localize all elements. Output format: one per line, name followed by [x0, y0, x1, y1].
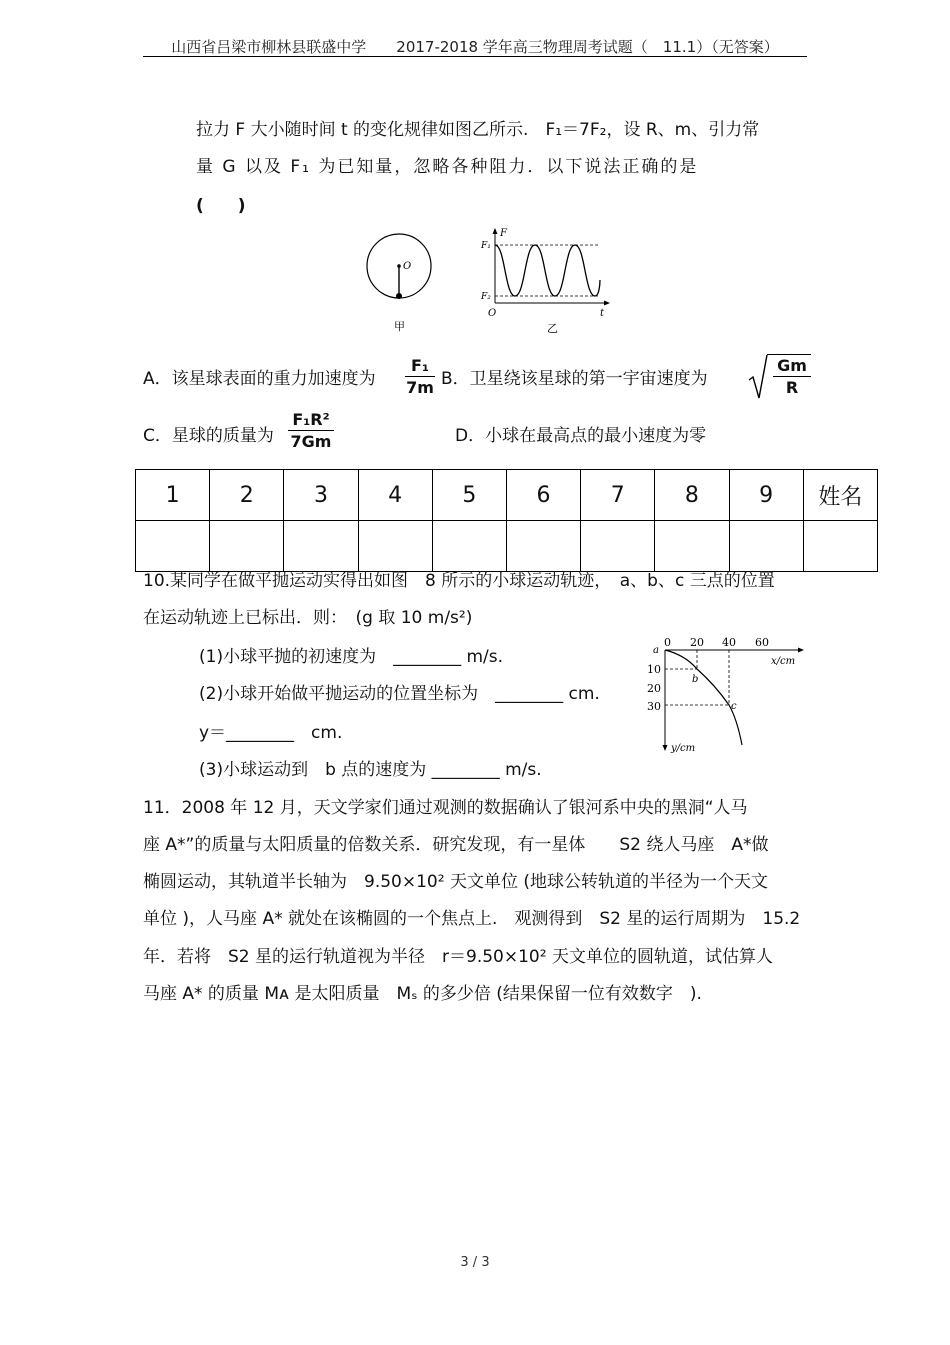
answer-cell-3[interactable] — [284, 521, 358, 572]
answer-cell-1[interactable] — [136, 521, 210, 572]
trajectory-curve — [665, 650, 742, 745]
q10-sub2b: y＝________ cm. — [199, 723, 343, 743]
answer-cell-7[interactable] — [581, 521, 655, 572]
q11-line1: 11．2008 年 12 月，天文学家们通过观测的数据确认了银河系中央的黑洞“人马 — [143, 798, 748, 818]
q10-sub1: (1)小球平抛的初速度为 ________ m/s. — [199, 647, 504, 667]
option-c-num: F₁R² — [292, 410, 330, 429]
t-axis-arrow — [604, 301, 610, 306]
answer-header-5: 5 — [432, 470, 506, 521]
answer-header-3: 3 — [284, 470, 358, 521]
q9-line2: 量 G 以及 F₁ 为已知量，忽略各种阻力．以下说法正确的是 — [196, 157, 699, 177]
q9-line1: 拉力 F 大小随时间 t 的变化规律如图乙所示. F₁＝7F₂，设 R、m、引力常 — [196, 120, 760, 140]
center-point — [397, 264, 401, 268]
y-tick-20: 20 — [647, 682, 661, 695]
option-c-fraction — [288, 410, 334, 451]
option-a: A．该星球表面的重力加速度为 — [143, 369, 376, 389]
answer-header-7: 7 — [581, 470, 655, 521]
fraction-bar — [773, 376, 811, 377]
q10-line1: 10.某同学在做平抛运动实得出如图 8 所示的小球运动轨迹， a、b、c 三点的位置 — [143, 571, 775, 591]
x-tick-60: 60 — [755, 637, 769, 649]
answer-header-4: 4 — [358, 470, 432, 521]
answer-header-name: 姓名 — [803, 470, 877, 521]
q10-sub2: (2)小球开始做平抛运动的位置坐标为 ________ cm. — [199, 684, 600, 704]
answer-table-input-row — [136, 521, 878, 572]
answer-cell-8[interactable] — [655, 521, 729, 572]
trajectory-graph — [640, 637, 810, 757]
answer-cell-4[interactable] — [358, 521, 432, 572]
answer-table — [135, 469, 878, 572]
answer-header-1: 1 — [136, 470, 210, 521]
ball — [396, 293, 402, 299]
q11-line5: 年．若将 S2 星的运行轨道视为半径 r＝9.50×10² 天文单位的圆轨道，试估算人 — [143, 947, 773, 967]
answer-header-8: 8 — [655, 470, 729, 521]
option-b-den: R — [785, 378, 799, 397]
q10-line2: 在运动轨迹上已标出．则： (g 取 10 m/s²) — [143, 608, 473, 628]
option-d: D．小球在最高点的最小速度为零 — [455, 426, 707, 446]
q11-line6: 马座 A* 的质量 Mᴀ 是太阳质量 Mₛ 的多少倍 (结果保留一位有效数字 ). — [143, 984, 702, 1004]
y-axis-arrow — [663, 745, 668, 751]
answer-cell-5[interactable] — [432, 521, 506, 572]
x-axis-label: x/cm — [771, 656, 796, 667]
x-tick-20: 20 — [690, 637, 704, 649]
answer-cell-2[interactable] — [210, 521, 284, 572]
answer-header-6: 6 — [506, 470, 580, 521]
q9-line3: ( ) — [196, 196, 246, 216]
header-divider — [143, 56, 807, 57]
answer-header-9: 9 — [729, 470, 803, 521]
x-axis-arrow — [798, 648, 804, 653]
x-tick-0: 0 — [664, 637, 671, 649]
y-tick-30: 30 — [647, 700, 661, 713]
answer-cell-9[interactable] — [729, 521, 803, 572]
page-header: 山西省吕梁市柳林县联盛中学 2017-2018 学年高三物理周考试题（ 11.1）（无答案） — [171, 38, 779, 56]
point-a-label: a — [653, 645, 659, 656]
label-f1: F₁ — [481, 241, 491, 251]
page-number: 3 / 3 — [460, 1255, 490, 1270]
f-axis-arrow — [493, 228, 498, 234]
figure-yi — [475, 225, 615, 337]
option-c-den: 7Gm — [290, 432, 332, 451]
x-tick-40: 40 — [722, 637, 736, 649]
caption-yi: 乙 — [547, 322, 558, 335]
label-o2: O — [488, 308, 497, 319]
answer-table-header-row — [136, 470, 878, 521]
q10-sub3: (3)小球运动到 b 点的速度为 ________ m/s. — [199, 760, 542, 780]
option-b-num: Gm — [777, 356, 807, 375]
q11-line4: 单位 )，人马座 A* 就处在该椭圆的一个焦点上. 观测得到 S2 星的运行周期为 15.2 — [143, 909, 801, 929]
q11-line2: 座 A*”的质量与太阳质量的倍数关系．研究发现，有一星体 S2 绕人马座 A*做 — [143, 835, 769, 855]
force-wave — [495, 245, 600, 296]
label-o: O — [403, 261, 412, 272]
option-a-num: F₁ — [411, 356, 429, 375]
caption-jia: 甲 — [394, 320, 405, 333]
label-f: F — [500, 228, 507, 239]
label-t: t — [600, 308, 605, 319]
sqrt-overbar — [767, 354, 811, 355]
y-tick-10: 10 — [647, 663, 661, 676]
option-a-fraction — [405, 356, 435, 397]
answer-cell-6[interactable] — [506, 521, 580, 572]
fraction-bar — [288, 430, 334, 431]
figure-jia — [360, 232, 440, 337]
answer-header-2: 2 — [210, 470, 284, 521]
option-c: C．星球的质量为 — [143, 426, 274, 446]
option-b: B．卫星绕该星球的第一宇宙速度为 — [441, 369, 708, 389]
sqrt-icon — [748, 354, 768, 400]
point-c-label: c — [731, 701, 737, 712]
label-f2: F₂ — [481, 292, 491, 302]
option-a-den: 7m — [406, 378, 434, 397]
answer-cell-name[interactable] — [803, 521, 877, 572]
fraction-bar — [405, 376, 435, 377]
option-b-fraction — [773, 356, 811, 397]
point-b-label: b — [692, 674, 699, 685]
y-axis-label: y/cm — [671, 743, 696, 754]
q11-line3: 椭圆运动，其轨道半长轴为 9.50×10² 天文单位 (地球公转轨道的半径为一个天文 — [143, 872, 768, 892]
